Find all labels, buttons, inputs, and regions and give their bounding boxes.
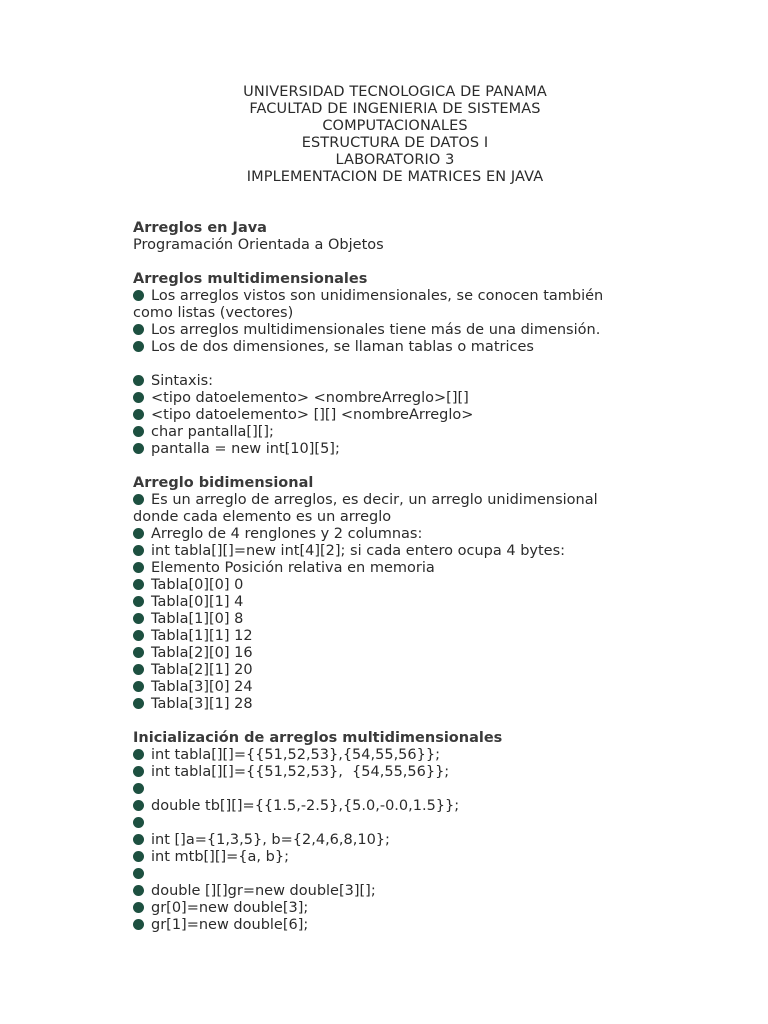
bullet-icon — [133, 409, 144, 420]
list-item — [133, 781, 653, 798]
list-item: <tipo datoelemento> [][] <nombreArreglo> — [133, 407, 653, 424]
list-item: gr[1]=new double[6]; — [133, 917, 653, 934]
bullet-icon — [133, 596, 144, 607]
list-item: int tabla[][]={{51,52,53}, {54,55,56}}; — [133, 764, 653, 781]
spacer — [133, 713, 653, 730]
bullet-icon — [133, 766, 144, 777]
list-item: int []a={1,3,5}, b={2,4,6,8,10}; — [133, 832, 653, 849]
list-item: Tabla[3][1] 28 — [133, 696, 653, 713]
list-item: Arreglo de 4 renglones y 2 columnas: — [133, 526, 653, 543]
header-university: UNIVERSIDAD TECNOLOGICA DE PANAMA — [243, 84, 547, 100]
list-item: Tabla[0][1] 4 — [133, 594, 653, 611]
header-course: ESTRUCTURA DE DATOS I — [301, 135, 489, 151]
section-heading-arrays-java: Arreglos en Java — [133, 220, 267, 236]
bullet-icon — [133, 817, 144, 828]
bullet-icon — [133, 647, 144, 658]
list-item: Tabla[1][1] 12 — [133, 628, 653, 645]
document-body — [133, 220, 653, 934]
list-item-continuation: donde cada elemento es un arreglo — [133, 509, 392, 525]
bullet-icon — [133, 324, 144, 335]
list-item: double [][]gr=new double[3][]; — [133, 883, 653, 900]
list-item: Sintaxis: — [133, 373, 653, 390]
bullet-icon — [133, 902, 144, 913]
list-item: Tabla[2][1] 20 — [133, 662, 653, 679]
bullet-icon — [133, 698, 144, 709]
list-item: double tb[][]={{1.5,-2.5},{5.0,-0.0,1.5}}; — [133, 798, 653, 815]
list-item: Elemento Posición relativa en memoria — [133, 560, 653, 577]
bullet-icon — [133, 545, 144, 556]
spacer — [133, 254, 653, 271]
bullet-icon — [133, 579, 144, 590]
document-header — [0, 84, 768, 186]
bullet-icon — [133, 783, 144, 794]
bullet-icon — [133, 885, 144, 896]
list-item: Es un arreglo de arreglos, es decir, un arreglo unidimensional — [133, 492, 653, 509]
header-topic: IMPLEMENTACION DE MATRICES EN JAVA — [246, 169, 544, 185]
bullet-icon — [133, 341, 144, 352]
list-item: int tabla[][]=new int[4][2]; si cada entero ocupa 4 bytes: — [133, 543, 653, 560]
bullet-icon — [133, 630, 144, 641]
section-heading-init: Inicialización de arreglos multidimensionales — [133, 730, 503, 746]
bullet-icon — [133, 681, 144, 692]
section-subtitle: Programación Orientada a Objetos — [133, 237, 384, 253]
bullet-icon — [133, 749, 144, 760]
bullet-icon — [133, 494, 144, 505]
list-item: Tabla[0][0] 0 — [133, 577, 653, 594]
bullet-icon — [133, 664, 144, 675]
bullet-icon — [133, 290, 144, 301]
list-item: char pantalla[][]; — [133, 424, 653, 441]
bullet-icon — [133, 919, 144, 930]
list-item: Los arreglos vistos son unidimensionales, se conocen también — [133, 288, 653, 305]
section-heading-bidim: Arreglo bidimensional — [133, 475, 314, 491]
list-item: int mtb[][]={a, b}; — [133, 849, 653, 866]
list-item: Tabla[3][0] 24 — [133, 679, 653, 696]
list-item — [133, 866, 653, 883]
bullet-icon — [133, 528, 144, 539]
section-heading-multidim: Arreglos multidimensionales — [133, 271, 368, 287]
header-faculty: FACULTAD DE INGENIERIA DE SISTEMAS — [249, 101, 541, 117]
bullet-icon — [133, 868, 144, 879]
list-item: int tabla[][]={{51,52,53},{54,55,56}}; — [133, 747, 653, 764]
bullet-icon — [133, 443, 144, 454]
header-lab: LABORATORIO 3 — [335, 152, 455, 168]
list-item-continuation: como listas (vectores) — [133, 305, 294, 321]
header-faculty-cont: COMPUTACIONALES — [322, 118, 468, 134]
list-item: Tabla[1][0] 8 — [133, 611, 653, 628]
list-item: Tabla[2][0] 16 — [133, 645, 653, 662]
bullet-icon — [133, 800, 144, 811]
list-item: pantalla = new int[10][5]; — [133, 441, 653, 458]
list-item: <tipo datoelemento> <nombreArreglo>[][] — [133, 390, 653, 407]
list-item: gr[0]=new double[3]; — [133, 900, 653, 917]
list-item — [133, 815, 653, 832]
list-item: Los de dos dimensiones, se llaman tablas o matrices — [133, 339, 653, 356]
bullet-icon — [133, 562, 144, 573]
list-item: Los arreglos multidimensionales tiene más de una dimensión. — [133, 322, 653, 339]
bullet-icon — [133, 834, 144, 845]
spacer — [133, 356, 653, 373]
spacer — [133, 458, 653, 475]
bullet-icon — [133, 851, 144, 862]
bullet-icon — [133, 392, 144, 403]
bullet-icon — [133, 426, 144, 437]
bullet-icon — [133, 375, 144, 386]
bullet-icon — [133, 613, 144, 624]
